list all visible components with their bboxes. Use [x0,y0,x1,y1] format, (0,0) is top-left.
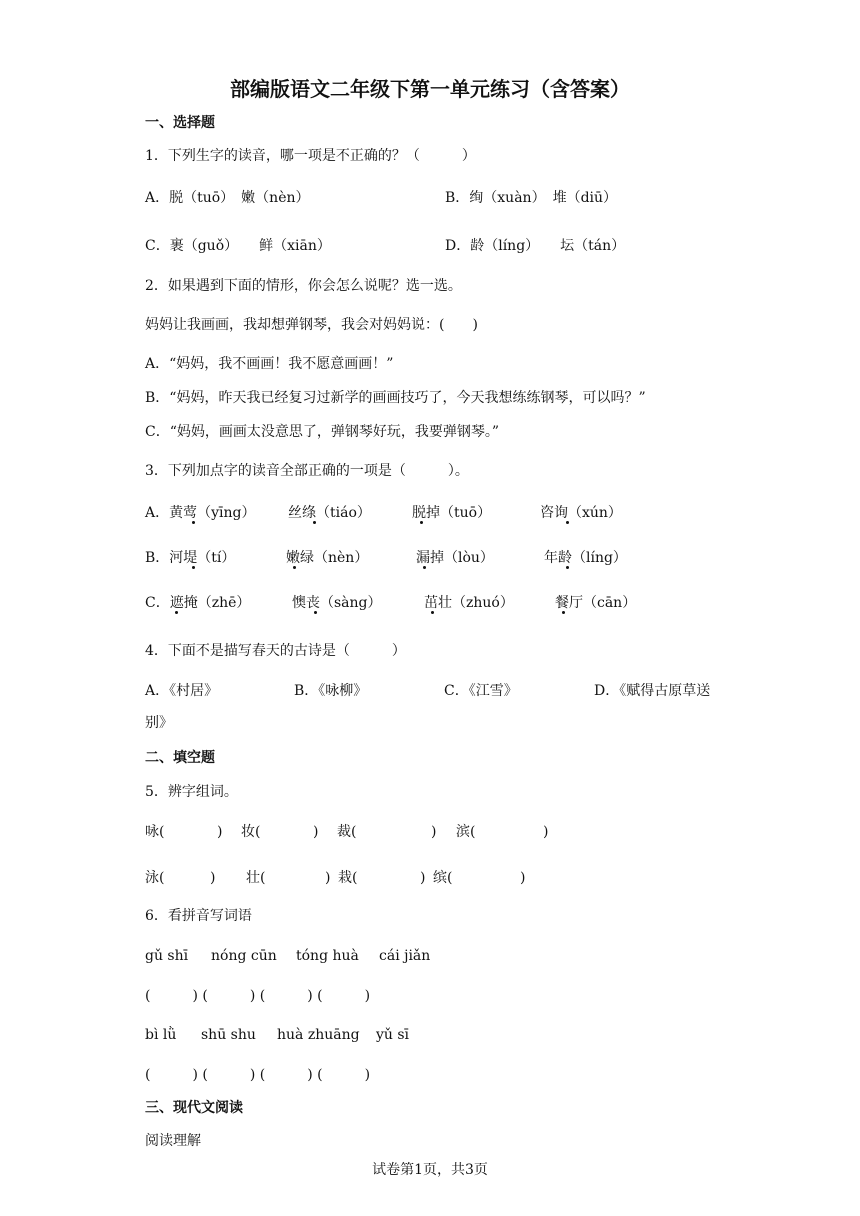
question-3-option-a-word4: 咨询（xún） [540,505,622,521]
question-4-option-c: C．《江雪》 [444,683,518,699]
question-4-stem: 4．下面不是描写春天的古诗是（ ） [145,643,406,659]
emphasis-dot [314,611,317,614]
emphasis-dot [293,566,296,569]
question-3-option-b-word4: 年龄（líng） [544,550,627,566]
q6-pinyin: bì lǜ [145,1027,177,1043]
page-title: 部编版语文二年级下第一单元练习（含答案） [230,77,630,101]
emphasis-dot [431,611,434,614]
q5-word-open: 栽( [338,870,358,886]
question-1-option-a: A．脱（tuō） 嫩（nèn） [145,190,310,206]
q5-word-open: 滨( [456,824,476,840]
question-2-stem: 2．如果遇到下面的情形，你会怎么说呢？选一选。 [145,278,462,294]
question-4-option-d: D．《赋得古原草送 [594,683,711,699]
q5-word-close: ) [420,870,426,886]
q6-pinyin: shū shu [201,1027,256,1043]
section-heading-reading: 三、现代文阅读 [145,1100,243,1116]
emphasis-dot [192,566,195,569]
q6-pinyin: cái jiǎn [379,948,431,964]
section-heading-fill: 二、填空题 [145,750,215,766]
emphasis-dot [175,611,178,614]
q6-pinyin: huà zhuāng [277,1027,360,1043]
question-4-option-b: B．《咏柳》 [294,683,368,699]
question-6-stem: 6．看拼音写词语 [145,908,252,924]
emphasis-dot [192,521,195,524]
question-1-option-d: D．龄（líng） 坛（tán） [445,238,626,254]
page-footer: 试卷第1页，共3页 [372,1162,488,1178]
q6-pinyin: yǔ sī [376,1027,410,1043]
question-2-option-a: A．“妈妈，我不画画！我不愿意画画！” [145,356,394,372]
question-2-option-b: B．“妈妈，昨天我已经复习过新学的画画技巧了，今天我想练练钢琴，可以吗？” [145,390,646,406]
q6-pinyin: nóng cūn [211,948,277,964]
q5-word-close: ) [543,824,549,840]
question-3-option-a-word2: 丝绦（tiáo） [288,505,371,521]
q5-word-open: 缤( [433,870,453,886]
q5-word-open: 妆( [241,824,261,840]
question-3-option-b-word1: B．河堤（tí） [145,550,236,566]
section-heading-choice: 一、选择题 [145,115,215,131]
q5-word-open: 泳( [145,870,165,886]
question-1-option-c: C．裹（guǒ） 鲜（xiān） [145,238,331,254]
question-4-option-d-wrap: 别》 [145,715,173,731]
q5-word-close: ) [520,870,526,886]
question-1-option-b: B．绚（xuàn） 堆（diū） [445,190,618,206]
emphasis-dot [420,521,423,524]
q6-blanks: ( ) ( ) ( ) ( ) [145,988,371,1004]
q5-word-open: 裁( [337,824,357,840]
question-3-option-c-word1: C．遮掩（zhē） [145,595,251,611]
q5-word-close: ) [325,870,331,886]
question-3-option-c-word2: 懊丧（sàng） [292,595,382,611]
question-3-option-a-word1: A．黄莺（yīng） [145,505,256,521]
emphasis-dot [562,611,565,614]
question-2-scenario: 妈妈让我画画，我却想弹钢琴，我会对妈妈说：( ) [145,317,478,333]
question-4-option-a: A．《村居》 [145,683,219,699]
emphasis-dot [313,521,316,524]
q5-word-close: ) [217,824,223,840]
question-3-option-b-word3: 漏掉（lòu） [416,550,494,566]
question-2-option-c: C．“妈妈，画画太没意思了，弹钢琴好玩，我要弹钢琴。” [145,424,500,440]
q6-pinyin: tóng huà [296,948,359,964]
question-1-stem: 1．下列生字的读音，哪一项是不正确的？（ ） [145,148,476,164]
q6-blanks: ( ) ( ) ( ) ( ) [145,1067,371,1083]
question-3-option-a-word3: 脱掉（tuō） [412,505,492,521]
q5-word-close: ) [313,824,319,840]
reading-subtitle: 阅读理解 [145,1133,201,1149]
question-3-stem: 3．下列加点字的读音全部正确的一项是（ ）。 [145,463,469,479]
q5-word-open: 壮( [246,870,266,886]
emphasis-dot [566,566,569,569]
question-3-option-c-word4: 餐厅（cān） [555,595,637,611]
emphasis-dot [423,566,426,569]
q5-word-close: ) [210,870,216,886]
question-3-option-b-word2: 嫩绿（nèn） [286,550,369,566]
question-5-stem: 5．辨字组词。 [145,784,238,800]
emphasis-dot [566,521,569,524]
q5-word-open: 咏( [145,824,165,840]
question-3-option-c-word3: 茁壮（zhuó） [424,595,514,611]
q6-pinyin: gǔ shī [145,948,189,964]
q5-word-close: ) [431,824,437,840]
